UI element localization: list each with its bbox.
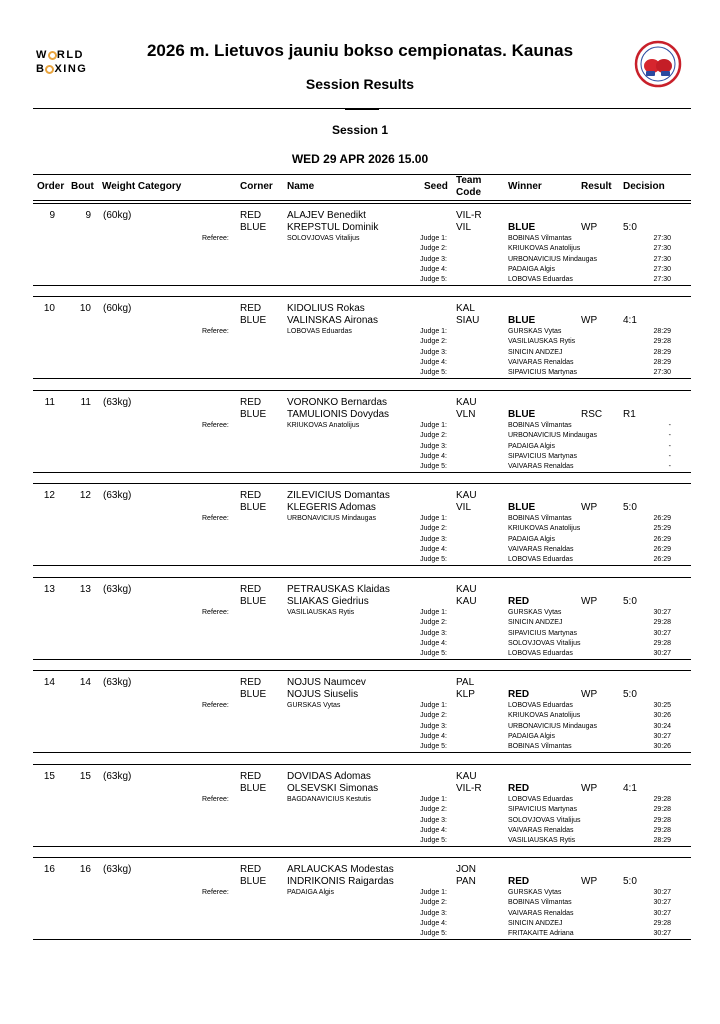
judge-name: LOBOVAS Eduardas <box>508 556 573 564</box>
winner: BLUE <box>508 502 536 513</box>
red-team-code: KAU <box>456 584 477 595</box>
judge-score: 30:26 <box>653 743 671 751</box>
bout-number: 12 <box>79 490 91 501</box>
judge-label: Judge 3: <box>420 722 447 730</box>
red-boxer-name: ZILEVICIUS Domantas <box>287 490 390 501</box>
red-boxer-name: ARLAUCKAS Modestas <box>287 864 394 875</box>
red-boxer-name: NOJUS Naumcev <box>287 677 366 688</box>
judge-score: 28:29 <box>653 358 671 366</box>
result: RSC <box>581 409 603 420</box>
judge-name: SINICIN ANDZEJ <box>508 348 563 356</box>
red-team-code: JON <box>456 864 476 875</box>
weight-category: (63kg) <box>103 771 132 782</box>
corner-red: RED <box>240 864 262 875</box>
decision: 5:0 <box>623 222 637 233</box>
weight-category: (63kg) <box>103 677 132 688</box>
blue-boxer-name: OLSEVSKI Simonas <box>287 783 379 794</box>
judge-name: FRITAKAITE Adriana <box>508 930 574 938</box>
judge-score: - <box>668 442 671 450</box>
judge-name: LOBOVAS Eduardas <box>508 796 573 803</box>
blue-boxer-name: TAMULIONIS Dovydas <box>287 409 390 420</box>
bout-order: 14 <box>43 677 55 688</box>
judge-label: Judge 4: <box>420 919 447 927</box>
judge-label: Judge 3: <box>420 255 447 263</box>
bout-row <box>33 577 691 660</box>
judge-score: 30:27 <box>653 732 671 740</box>
judge-label: Judge 3: <box>420 535 447 543</box>
judge-score: 30:27 <box>653 930 671 938</box>
col-corner: Corner <box>240 181 273 192</box>
referee-label: Referee: <box>202 422 229 429</box>
judge-score: 29:28 <box>653 639 671 647</box>
judge-label: Judge 2: <box>420 245 447 253</box>
judge-score: 29:28 <box>653 338 671 346</box>
judge-label: Judge 2: <box>420 619 447 627</box>
referee-label: Referee: <box>202 609 229 616</box>
red-team-code: VIL-R <box>456 210 482 221</box>
judge-name: VAIVARAS Renaldas <box>508 826 574 834</box>
winner: BLUE <box>508 409 536 420</box>
blue-team-code: KLP <box>456 689 475 700</box>
bout-number: 15 <box>79 771 91 782</box>
winner: RED <box>508 596 530 607</box>
result: WP <box>581 876 598 887</box>
judge-name: VASILIAUSKAS Rytis <box>508 837 576 845</box>
judge-score: 27:30 <box>653 235 671 242</box>
judge-name: KRIUKOVAS Anatolijus <box>508 712 581 720</box>
judge-name: GURSKAS Vytas <box>508 328 562 335</box>
col-winner: Winner <box>508 181 542 192</box>
judge-name: GURSKAS Vytas <box>508 609 562 616</box>
judge-name: LOBOVAS Eduardas <box>508 702 573 709</box>
bout-row <box>33 483 691 566</box>
judge-label: Judge 4: <box>420 826 447 834</box>
result: WP <box>581 596 598 607</box>
weight-category: (63kg) <box>103 490 132 501</box>
judge-score: 28:29 <box>653 328 671 335</box>
judge-score: 29:28 <box>653 919 671 927</box>
result: WP <box>581 783 598 794</box>
judge-name: LOBOVAS Eduardas <box>508 276 573 284</box>
judge-label: Judge 5: <box>420 837 447 845</box>
blue-boxer-name: SLIAKAS Giedrius <box>287 596 369 607</box>
bout-number: 14 <box>79 677 91 688</box>
judge-label: Judge 2: <box>420 899 447 907</box>
winner: RED <box>508 689 530 700</box>
referee-name: KRIUKOVAS Anatolijus <box>287 422 360 429</box>
col-decision: Decision <box>623 181 665 192</box>
judge-label: Judge 2: <box>420 806 447 814</box>
judge-label: Judge 5: <box>420 743 447 751</box>
judge-name: VAIVARAS Renaldas <box>508 358 574 366</box>
red-team-code: KAU <box>456 771 477 782</box>
corner-blue: BLUE <box>240 222 267 233</box>
corner-blue: BLUE <box>240 409 267 420</box>
weight-category: (63kg) <box>103 584 132 595</box>
judge-score: 30:25 <box>653 702 671 709</box>
judge-score: 26:29 <box>653 545 671 553</box>
judge-label: Judge 1: <box>420 235 447 242</box>
judge-name: SIPAVICIUS Martynas <box>508 452 577 460</box>
judge-label: Judge 4: <box>420 265 447 273</box>
bout-row <box>33 390 691 473</box>
blue-team-code: VIL <box>456 222 472 233</box>
judge-label: Judge 3: <box>420 909 447 917</box>
page-subtitle: Session Results <box>305 76 415 92</box>
judge-name: BOBINAS Vilmantas <box>508 422 572 429</box>
bout-order: 16 <box>43 864 55 875</box>
judge-name: BOBINAS Vilmantas <box>508 515 572 522</box>
result: WP <box>581 502 598 513</box>
judge-label: Judge 1: <box>420 515 447 522</box>
col-seed: Seed <box>424 181 448 192</box>
decision: 5:0 <box>623 689 637 700</box>
judge-score: 26:29 <box>653 515 671 522</box>
blue-boxer-name: KLEGERIS Adomas <box>287 502 376 513</box>
red-team-code: KAU <box>456 490 477 501</box>
judge-name: BOBINAS Vilmantas <box>508 235 572 242</box>
judge-name: LOBOVAS Eduardas <box>508 650 573 658</box>
judge-label: Judge 1: <box>420 328 447 335</box>
bout-number: 9 <box>85 210 91 221</box>
judge-label: Judge 5: <box>420 556 447 564</box>
weight-category: (63kg) <box>103 397 132 408</box>
corner-blue: BLUE <box>240 596 267 607</box>
judge-name: SIPAVICIUS Martynas <box>508 806 577 814</box>
session-title: Session 1 <box>331 123 389 137</box>
blue-boxer-name: VALINSKAS Aironas <box>287 315 378 326</box>
decision: 4:1 <box>623 783 637 794</box>
corner-red: RED <box>240 771 262 782</box>
judge-label: Judge 4: <box>420 639 447 647</box>
judge-label: Judge 4: <box>420 358 447 366</box>
judge-name: SOLOVJOVAS Vitalijus <box>508 639 581 647</box>
judge-name: PADAIGA Algis <box>508 265 555 273</box>
result: WP <box>581 315 598 326</box>
judge-score: - <box>668 463 671 471</box>
red-team-code: KAU <box>456 397 477 408</box>
judge-score: 30:24 <box>653 722 671 730</box>
bout-row <box>33 764 691 847</box>
referee-label: Referee: <box>202 515 229 522</box>
judge-score: - <box>668 452 671 460</box>
judge-label: Judge 5: <box>420 930 447 938</box>
decision: 5:0 <box>623 502 637 513</box>
result: WP <box>581 689 598 700</box>
referee-name: PADAIGA Algis <box>287 889 334 896</box>
judge-name: KRIUKOVAS Anatolijus <box>508 245 581 253</box>
decision: 5:0 <box>623 876 637 887</box>
judge-label: Judge 2: <box>420 525 447 533</box>
judge-name: URBONAVICIUS Mindaugas <box>508 722 597 730</box>
judge-name: VASILIAUSKAS Rytis <box>508 338 576 346</box>
judge-label: Judge 5: <box>420 650 447 658</box>
col-weight: Weight Category <box>102 181 182 192</box>
referee-label: Referee: <box>202 235 229 242</box>
judge-score: 25:29 <box>653 525 671 533</box>
bout-number: 16 <box>79 864 91 875</box>
judge-name: VAIVARAS Renaldas <box>508 463 574 471</box>
col-order: Order <box>37 181 65 192</box>
judge-name: SINICIN ANDZEJ <box>508 619 563 627</box>
corner-red: RED <box>240 490 262 501</box>
judge-label: Judge 3: <box>420 629 447 637</box>
bout-row <box>33 857 691 940</box>
judge-label: Judge 3: <box>420 442 447 450</box>
weight-category: (63kg) <box>103 864 132 875</box>
corner-blue: BLUE <box>240 876 267 887</box>
red-team-code: KAL <box>456 303 475 314</box>
judge-label: Judge 5: <box>420 463 447 471</box>
corner-red: RED <box>240 397 262 408</box>
judge-name: VAIVARAS Renaldas <box>508 909 574 917</box>
winner: BLUE <box>508 222 536 233</box>
col-name: Name <box>287 181 315 192</box>
judge-name: PADAIGA Algis <box>508 442 555 450</box>
judge-label: Judge 4: <box>420 452 447 460</box>
page-title: 2026 m. Lietuvos jauniu bokso cempionatas. Kaunas <box>146 41 574 60</box>
red-boxer-name: VORONKO Bernardas <box>287 397 388 408</box>
judge-name: VAIVARAS Renaldas <box>508 545 574 553</box>
judge-label: Judge 4: <box>420 545 447 553</box>
divider-accent <box>345 108 379 110</box>
judge-score: 29:28 <box>653 619 671 627</box>
judge-score: 26:29 <box>653 556 671 564</box>
bout-order: 9 <box>49 210 55 221</box>
winner: RED <box>508 876 530 887</box>
weight-category: (60kg) <box>103 303 132 314</box>
judge-label: Judge 3: <box>420 816 447 824</box>
table-header <box>33 174 691 201</box>
judge-score: 27:30 <box>653 255 671 263</box>
decision: 4:1 <box>623 315 637 326</box>
judge-score: 27:30 <box>653 245 671 253</box>
judge-label: Judge 5: <box>420 276 447 284</box>
referee-name: SOLOVJOVAS Vitalijus <box>287 235 360 242</box>
bout-number: 10 <box>79 303 91 314</box>
corner-red: RED <box>240 677 262 688</box>
blue-team-code: VIL-R <box>456 783 482 794</box>
session-date: WED 29 APR 2026 15.00 <box>291 152 429 166</box>
judge-name: URBONAVICIUS Mindaugas <box>508 255 597 263</box>
judge-name: BOBINAS Vilmantas <box>508 743 572 751</box>
judge-label: Judge 1: <box>420 889 447 896</box>
referee-name: LOBOVAS Eduardas <box>287 328 352 335</box>
col-result: Result <box>581 181 612 192</box>
blue-boxer-name: KREPSTUL Dominik <box>287 222 379 233</box>
judge-name: PADAIGA Algis <box>508 732 555 740</box>
bout-order: 12 <box>43 490 55 501</box>
judge-score: 30:27 <box>653 909 671 917</box>
judge-score: 30:27 <box>653 899 671 907</box>
blue-team-code: VLN <box>456 409 476 420</box>
judge-name: SIPAVICIUS Martynas <box>508 629 577 637</box>
result: WP <box>581 222 598 233</box>
red-boxer-name: ALAJEV Benedikt <box>287 210 366 221</box>
judge-name: BOBINAS Vilmantas <box>508 899 572 907</box>
judge-label: Judge 3: <box>420 348 447 356</box>
corner-blue: BLUE <box>240 689 267 700</box>
red-boxer-name: KIDOLIUS Rokas <box>287 303 365 314</box>
judge-name: SINICIN ANDZEJ <box>508 919 563 927</box>
judge-name: SIPAVICIUS Martynas <box>508 369 577 377</box>
col-code: Code <box>456 187 481 198</box>
bout-order: 15 <box>43 771 55 782</box>
blue-boxer-name: NOJUS Siuselis <box>287 689 359 700</box>
red-team-code: PAL <box>456 677 475 688</box>
referee-name: GURSKAS Vytas <box>287 702 341 709</box>
blue-team-code: VIL <box>456 502 472 513</box>
decision: R1 <box>623 409 636 420</box>
bout-number: 13 <box>79 584 91 595</box>
bout-row <box>33 670 691 753</box>
winner: BLUE <box>508 315 536 326</box>
judge-label: Judge 2: <box>420 338 447 346</box>
judge-score: 27:30 <box>653 276 671 284</box>
bout-order: 13 <box>43 584 55 595</box>
red-boxer-name: DOVIDAS Adomas <box>287 771 371 782</box>
corner-blue: BLUE <box>240 502 267 513</box>
judge-label: Judge 1: <box>420 422 447 429</box>
bout-order: 11 <box>44 397 55 408</box>
judge-score: 29:28 <box>653 816 671 824</box>
winner: RED <box>508 783 530 794</box>
judge-name: URBONAVICIUS Mindaugas <box>508 432 597 440</box>
judge-label: Judge 2: <box>420 712 447 720</box>
judge-score: 27:30 <box>653 265 671 273</box>
judge-score: 29:28 <box>653 826 671 834</box>
bout-row <box>33 296 691 379</box>
judge-score: 30:27 <box>653 609 671 616</box>
judge-score: 27:30 <box>653 369 671 377</box>
judge-score: 30:26 <box>653 712 671 720</box>
judge-score: 29:28 <box>653 806 671 814</box>
judge-score: 29:28 <box>653 796 671 803</box>
blue-team-code: PAN <box>456 876 476 887</box>
judge-name: KRIUKOVAS Anatolijus <box>508 525 581 533</box>
referee-name: VASILIAUSKAS Rytis <box>287 609 355 616</box>
judge-label: Judge 1: <box>420 702 447 709</box>
judge-label: Judge 1: <box>420 796 447 803</box>
blue-team-code: SIAU <box>456 315 480 326</box>
red-boxer-name: PETRAUSKAS Klaidas <box>287 584 390 595</box>
judge-score: 28:29 <box>653 348 671 356</box>
judge-label: Judge 2: <box>420 432 447 440</box>
col-team: Team <box>456 175 482 186</box>
col-bout: Bout <box>71 181 94 192</box>
judge-name: PADAIGA Algis <box>508 535 555 543</box>
judge-score: - <box>668 422 671 429</box>
judge-label: Judge 1: <box>420 609 447 616</box>
judge-score: 30:27 <box>653 629 671 637</box>
judge-name: SOLOVJOVAS Vitalijus <box>508 816 581 824</box>
decision: 5:0 <box>623 596 637 607</box>
corner-red: RED <box>240 584 262 595</box>
corner-blue: BLUE <box>240 783 267 794</box>
judge-score: 30:27 <box>653 650 671 658</box>
corner-red: RED <box>240 303 262 314</box>
referee-label: Referee: <box>202 889 229 896</box>
corner-blue: BLUE <box>240 315 267 326</box>
corner-red: RED <box>240 210 262 221</box>
judge-name: GURSKAS Vytas <box>508 889 562 896</box>
referee-label: Referee: <box>202 328 229 335</box>
weight-category: (60kg) <box>103 210 132 221</box>
referee-label: Referee: <box>202 796 229 803</box>
judge-score: 30:27 <box>653 889 671 896</box>
referee-name: URBONAVICIUS Mindaugas <box>287 515 376 522</box>
blue-team-code: KAU <box>456 596 477 607</box>
referee-name: BAGDANAVICIUS Kestutis <box>287 796 371 803</box>
judge-label: Judge 4: <box>420 732 447 740</box>
referee-label: Referee: <box>202 702 229 709</box>
bout-order: 10 <box>43 303 55 314</box>
bout-number: 11 <box>80 397 91 408</box>
judge-label: Judge 5: <box>420 369 447 377</box>
judge-score: - <box>668 432 671 440</box>
judge-score: 26:29 <box>653 535 671 543</box>
judge-score: 28:29 <box>653 837 671 845</box>
world-boxing-logo: W RLD B XING <box>36 49 88 75</box>
bout-row <box>33 203 691 286</box>
blue-boxer-name: INDRIKONIS Raigardas <box>287 876 394 887</box>
